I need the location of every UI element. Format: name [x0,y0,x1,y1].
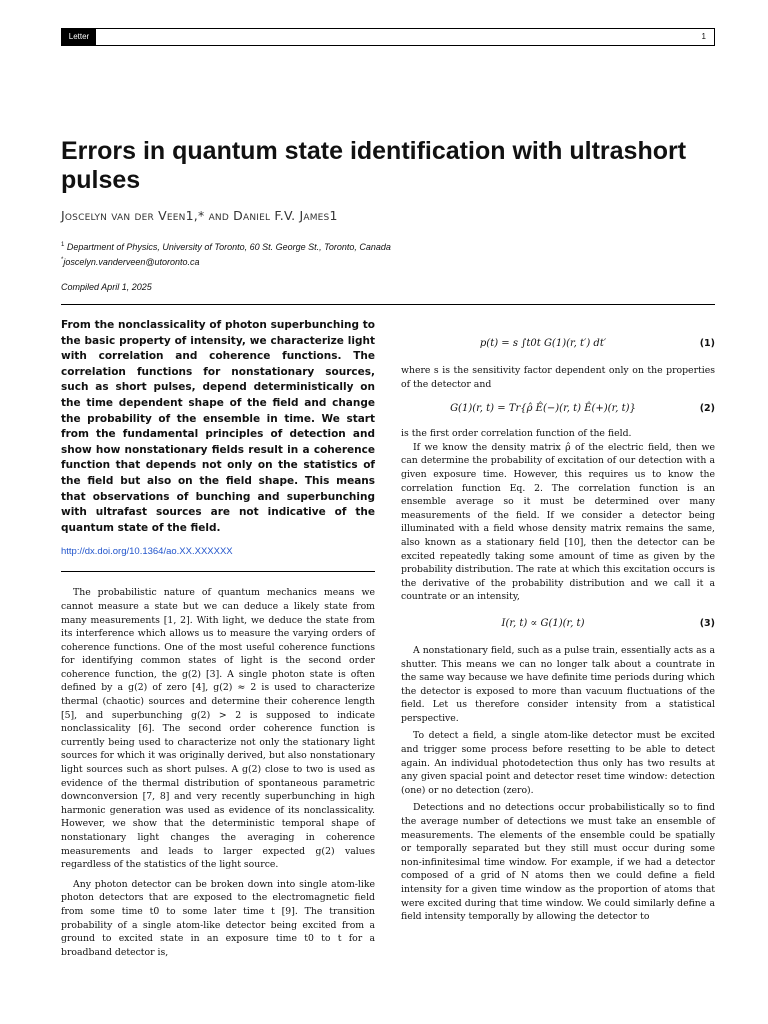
affiliation-1: Department of Physics, University of Toronto, 60 St. George St., Toronto, Canada [66,242,391,252]
paper-title: Errors in quantum state identification with ultrashort pulses [61,137,687,194]
paragraph: The probabilistic nature of quantum mechanics means we cannot measure a state but we can deduce a likely state from many measurements [1, 2]. With light, we deduce the state from its interference which allows us to measure the varying orders of coherence functions. One of the most useful coherence functions for identifying common states of light is the second order coherence function, the g(2) [3]. A single photon state is often defined by a g(2) of zero [4], g(2) ≈ 2 is used to characterize thermal (chaotic) sources and determine their coherence length [5], and superbunching g(2) > 2 is supposed to indicate nonclassicality [6]. The second order coherence function is currently being used to characterize not only the stationary light sources for which it was originally derived, but also nonstationary light sources such as short pulses. A g(2) close to two is used as evidence of the thermal distribution of spontaneous parametric downconversion [7, 8] and very recently superbunching in high harmonic generation was used as evidence of its nonclassicality. However, we show that the deterministic temporal shape of nonstationary light changes the averaging in coherence measurements and leads to larger expected g(2) values regardless of the statistics of the light source. [61,587,375,871]
equation-2 [401,395,715,423]
author-list: Joscelyn van der Veen1,* and Daniel F.V. James1 [61,208,338,223]
equation-number: (1) [699,338,715,349]
paragraph: Any photon detector can be broken down into single atom-like photon detectors that are exposed to the electromagnetic field from some time t0 to some later time t [9]. The transition probability of a single atom-like detector being excited from a ground to excited state in an exposure time t0 to t for a broadband detector is, [61,878,375,958]
page-number: 1 [701,32,706,41]
equation-body: G(1)(r, t) = Tr{ρ̂ Ê(−)(r, t) Ê(+)(r, t)} [450,403,636,415]
paragraph: To detect a field, a single atom-like detector must be excited and trigger some process before resetting to be able to detect again. An individual photodetection thus only has two results at any given spacial point and detector reset time window: detection (one) or no detection (zero). [401,730,715,796]
equation-number: (2) [699,403,715,415]
doi-link[interactable]: http://dx.doi.org/10.1364/ao.XX.XXXXXX [61,546,233,558]
header-rule [61,304,715,305]
paragraph: is the first order correlation function of the field. [401,428,632,440]
equation-body: I(r, t) ∝ G(1)(r, t) [501,617,585,629]
equation-body: p(t) = s ∫t0t G(1)(r, t′) dt′ [479,338,607,349]
equation-number: (3) [699,617,715,629]
affiliations: $^1$ Department of Physics, University of Toronto, 60 St. George St., Toronto, Canada *joscelyn.vanderveen@utoronto.ca [61,242,391,267]
abstract: From the nonclassicality of photon superbunching to the basic property of intensity, we characterize light with correlation and coherence functions. The correlation functions for nonstationary sources, such as short pulses, depend deterministically on the time dependent shape of the field and change the probability of the ensemble in time. We start from the fundamental principles of detection and show how nonstationary fields result in a coherence function that depends not only on the statistics of the field but also on the field shape. This means that observations of bunching and superbunching with ultrafast sources are not indicative of the quantum state of the field. [61,319,375,534]
paragraph: If we know the density matrix ρ̂ of the electric field, then we can determine the probability of excitation of our detection with a given exposure time. However, this requires us to know the correlation function Eq. 2. The correlation function is an ensemble average so it must be determined over many measurements of the field. If we consider a detector being illuminated with a field whose density matrix remains the same, also known as a stationary field [10], then the detector can be excited repeatedly taking some amount of time as given by the probability distribution. The rate at which this excitation occurs is the derivative of the probability distribution and we call it a countrate or an intensity, [401,441,715,603]
section-tag: Letter [62,29,96,45]
paragraph: A nonstationary field, such as a pulse train, essentially acts as a shutter. This means we can no longer talk about a countrate in the same way because we have definite time periods during which the detector is exposed to more than vacuum fluctuations of the field. Let us therefore consider intensity from a statistical perspective. [401,644,715,724]
paragraph: where s is the sensitivity factor dependent only on the properties of the detector and [401,365,715,390]
equation-1 [401,330,715,358]
paragraph: Detections and no detections occur probabilistically so to find the average number of detections we must take an ensemble of measurements. The elements of the ensemble could be spatially or temporally separated but they still must occur during some non-infinitesimal time window. For example, if we had a detector composed of a grid of N atoms then we could define a field intensity for a given time window as the proportion of atoms that were excited during that time window. We could similarly define a field intensity temporally by allowing the detector to [401,802,715,923]
equation-3 [401,610,715,638]
corresponding-email: joscelyn.vanderveen@utoronto.ca [63,257,200,267]
running-header [61,28,715,46]
compiled-date: Compiled April 1, 2025 [61,282,152,292]
right-column [401,330,715,924]
left-column [61,318,375,959]
intro-body [61,586,375,959]
abstract-separator [61,571,375,572]
